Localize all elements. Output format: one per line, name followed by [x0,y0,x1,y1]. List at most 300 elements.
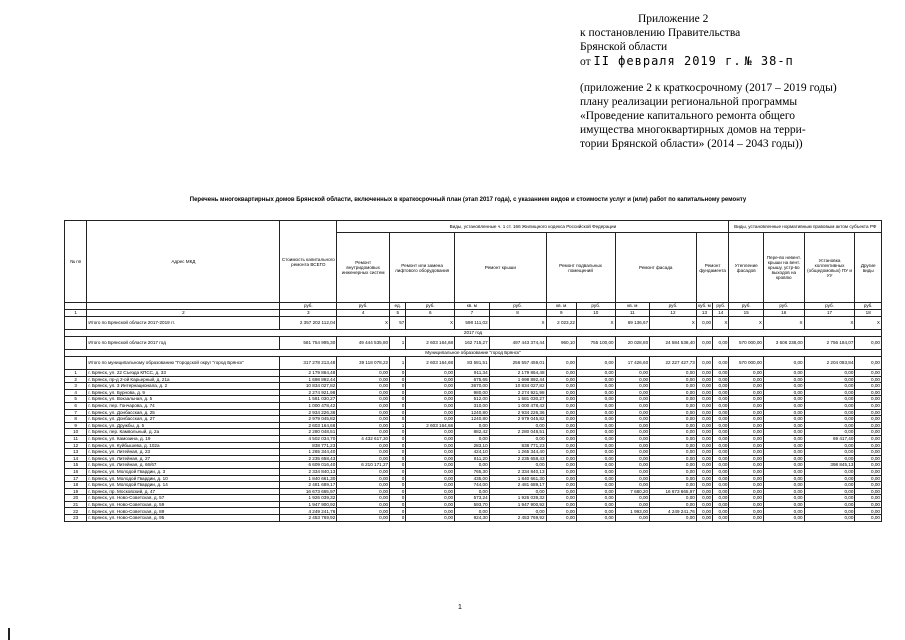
table-cell: 0,00 [406,383,455,390]
table-cell: 0,00 [615,389,650,396]
table-cell: 0,00 [577,488,616,495]
handwritten-date: II февраля 2019 г. [593,54,742,68]
table-cell: г. Брянск, ул. Молодой Гвардии, д. 10 [87,475,280,482]
table-cell: X [406,317,455,330]
table-cell: 0,00 [696,501,712,508]
table-cell: 0,00 [764,389,805,396]
table-cell: 0 [390,488,406,495]
table-cell: 0,00 [337,508,390,515]
table-cell: 424,10 [455,449,490,456]
table-cell: 21 [65,501,87,508]
table-cell: 838 771,23 [280,442,337,449]
table-cell: 0,00 [650,370,697,377]
table-cell: 2 603 164,68 [406,422,455,429]
table-cell: 0 [390,435,406,442]
table-cell: 0,00 [615,468,650,475]
table-cell: 0 [390,429,406,436]
col-header-basement: Ремонт подвальных помещений [546,233,615,303]
table-cell: г. Брянск, ул. Донбасская, д. 27 [87,416,280,423]
table-cell: 0,00 [696,475,712,482]
table-cell: 0,00 [615,475,650,482]
table-cell: 0,00 [546,435,576,442]
table-cell: 57 [390,317,406,330]
table-cell: 0,00 [696,370,712,377]
table-cell: 0,00 [650,429,697,436]
table-cell: 0,00 [650,442,697,449]
table-cell: 0,00 [696,442,712,449]
table-cell: X [489,317,546,330]
table-cell: 162 715,27 [455,337,490,350]
col-header-facade: Ремонт фасада [615,233,696,303]
table-cell: 4 249 241,76 [280,508,337,515]
table-cell: 2 357 202 112,04 [280,317,337,330]
table-cell: 0,00 [546,416,576,423]
repair-table [64,220,882,522]
table-cell: 0,00 [729,402,764,409]
table-cell: 0,00 [615,416,650,423]
table-cell: 0,00 [764,449,805,456]
table-cell: 11 [65,435,87,442]
table-cell: 0,00 [713,442,729,449]
table-row [65,475,882,482]
units-cell: руб. [855,303,882,310]
table-cell: 9 [65,422,87,429]
paren-line: имущества многоквартирных домов на терри- [580,124,806,136]
table-cell: 0 [390,482,406,489]
table-cell: г. Брянск, ул. Вокзальная, д. 5 [87,396,280,403]
table-cell: 0,00 [764,409,805,416]
table-cell: 0,00 [729,409,764,416]
table-cell: X [855,317,882,330]
table-cell: 0,00 [729,435,764,442]
table-cell: г. Брянск, ул. Дружбы, д. 5 [87,422,280,429]
table-row [65,429,882,436]
table-cell: 4 249 241,76 [650,508,697,515]
paren-line: «Проведение капитального ремонта общего [580,110,796,122]
table-cell: г. Брянск, ул. Донбасская, д. 25 [87,409,280,416]
table-cell: 0,00 [546,488,576,495]
table-cell: 0,00 [577,422,616,429]
table-cell: 0,00 [615,495,650,502]
table-cell: 0,00 [729,501,764,508]
table-cell: 0,00 [764,435,805,442]
table-cell: 2 934 226,36 [489,409,546,416]
table-cell: 0,00 [729,429,764,436]
table-cell: г. Брянск, ул. Литейная, д. 66/67 [87,462,280,469]
table-cell: 0,00 [337,370,390,377]
table-cell: 0,00 [650,422,697,429]
table-cell: X [729,317,764,330]
table-cell: 20 [65,495,87,502]
table-cell: 4 432 617,30 [337,435,390,442]
table-cell: 7 [65,409,87,416]
table-cell: 0,00 [455,508,490,515]
table-cell: 0,00 [713,468,729,475]
table-cell: 0,00 [764,370,805,377]
table-cell: 0,00 [804,468,855,475]
column-number-cell: 11 [615,310,650,317]
table-cell: 256 557 459,01 [489,357,546,370]
table-cell: 0,00 [696,495,712,502]
table-cell: 0 [390,455,406,462]
table-cell: 0,00 [804,409,855,416]
table-cell: 2 979 045,82 [489,416,546,423]
document-title: Перечень многоквартирных домов Брянской области, включенных в краткосрочный план (этап 2017 года), с указанием видов и стоимости услуг и (или) работ по капитальному ремонту [189,197,747,203]
table-cell: 83 581,51 [455,357,490,370]
table-cell: 0,00 [615,370,650,377]
table-cell: 0,00 [729,449,764,456]
table-cell: 0,00 [764,482,805,489]
table-cell: 0,00 [729,508,764,515]
table-cell: 980,00 [455,389,490,396]
table-row [65,383,882,390]
table-cell: 0,00 [546,501,576,508]
column-number-cell: 14 [713,310,729,317]
table-cell: 2 235 658,43 [489,455,546,462]
table-cell: 0,00 [615,409,650,416]
table-cell: 0,00 [804,475,855,482]
table-cell: 0,00 [337,515,390,522]
table-cell: 0,00 [764,376,805,383]
table-cell: 0,00 [337,455,390,462]
table-cell: 0,00 [650,449,697,456]
table-cell: г. Брянск, ул. Литейная, д. 27 [87,455,280,462]
table-cell: 0,00 [406,396,455,403]
table-cell: 0,00 [804,370,855,377]
table-cell: 0,00 [337,409,390,416]
table-cell: 1 947 900,92 [489,501,546,508]
table-cell: 0,00 [337,468,390,475]
table-cell: 0 [390,370,406,377]
table-cell: 0,00 [406,435,455,442]
units-cell [65,303,87,310]
table-cell: 1 [390,337,406,350]
table-cell: 0,00 [650,416,697,423]
table-cell: 0,00 [696,508,712,515]
table-row [65,455,882,462]
table-cell: 1240,80 [455,416,490,423]
table-cell: 0,00 [696,429,712,436]
appendix-header [580,12,900,151]
table-cell: 0,00 [546,429,576,436]
table-cell: 0,00 [546,396,576,403]
table-cell: 0,00 [406,462,455,469]
table-cell: 0,00 [577,515,616,522]
table-cell: 0,00 [577,402,616,409]
table-cell: 0,00 [855,442,882,449]
table-cell: 0,00 [855,389,882,396]
table-cell: г. Брянск, ул. Ново-Советская, д. 95 [87,515,280,522]
table-cell: 0 [390,383,406,390]
appendix-line: к постановлению Правительства [580,27,741,39]
municipality-label-row [65,350,882,357]
table-cell: 581 754 995,30 [280,337,337,350]
table-cell: 0,00 [804,495,855,502]
table-cell: 10 [65,429,87,436]
table-cell: 0,00 [615,402,650,409]
table-body [65,317,882,522]
table-cell: 0,00 [729,416,764,423]
table-cell: 0,00 [729,475,764,482]
units-cell: руб. [406,303,455,310]
table-cell: 0,00 [696,449,712,456]
table-row [65,508,882,515]
table-cell: 1 000 478,42 [280,402,337,409]
table-cell: 0,00 [764,402,805,409]
table-cell: 2 979 045,82 [280,416,337,423]
table-cell: 69 417,40 [804,435,855,442]
table-cell: 6 [65,402,87,409]
table-cell: 0,00 [546,389,576,396]
year-label-row [65,330,882,337]
col-header-meters: Установка коллективных (общедомовых) ПУ и УУ [804,233,855,303]
table-cell: г. Брянск, ул. Литейная, д. 23 [87,449,280,456]
table-cell: 2 274 921,98 [489,389,546,396]
table-cell: 17 426,60 [615,357,650,370]
table-cell: 570 000,00 [729,357,764,370]
table-cell: 0,00 [855,449,882,456]
table-cell: 1 840 661,30 [280,475,337,482]
table-cell: 1 698 892,44 [489,376,546,383]
units-cell: кв. м [455,303,490,310]
table-cell: 1 993,00 [615,508,650,515]
table-cell: г. Брянск, ул. Ново-Советская, д. 57 [87,495,280,502]
table-cell: 0,00 [855,462,882,469]
table-cell: 0,00 [804,376,855,383]
table-cell: 10 834 027,82 [489,383,546,390]
table-cell: 0,00 [546,508,576,515]
table-cell: 0,00 [804,389,855,396]
table-cell: 0,00 [577,462,616,469]
table-cell: 7 680,20 [615,488,650,495]
table-cell: г. Брянск, ул. Ново-Советская, д. 59 [87,501,280,508]
table-cell: 0,00 [855,402,882,409]
table-cell: 0,00 [764,357,805,370]
table-cell: 0,00 [546,422,576,429]
table-cell: 0 [390,376,406,383]
column-number-cell: 8 [489,310,546,317]
table-cell: 0,00 [615,501,650,508]
table-cell: 0,00 [729,442,764,449]
table-cell: 0,00 [729,422,764,429]
table-cell: 2 179 864,48 [280,370,337,377]
units-cell: руб. [650,303,697,310]
table-cell: 0,00 [546,442,576,449]
table-cell: 0,00 [577,357,616,370]
table-cell: 0,00 [713,337,729,350]
table-cell: 0,00 [804,482,855,489]
table-cell: 0,00 [546,495,576,502]
table-cell: 0 [390,495,406,502]
table-cell: 24 584 538,40 [650,337,697,350]
table-row [65,468,882,475]
table-cell: г. Брянск, ул. Молодой Гвардии, д. 14 [87,482,280,489]
table-cell: 0,00 [855,383,882,390]
table-cell: 0,00 [455,488,490,495]
table-row [65,462,882,469]
table-cell: 0,00 [696,376,712,383]
column-number-cell: 12 [650,310,697,317]
table-cell: 0,00 [337,449,390,456]
table-row [65,495,882,502]
table-cell: 0,00 [729,482,764,489]
table-cell: 0,00 [615,455,650,462]
table-cell: 0,00 [729,389,764,396]
table-cell: 0,00 [337,495,390,502]
table-cell: 0,00 [337,376,390,383]
units-cell: руб. [764,303,805,310]
table-cell: 0,00 [455,435,490,442]
table-cell: 8 [65,416,87,423]
table-cell: 0,00 [729,468,764,475]
table-cell: г. Брянск, пер. Гончарова, д. 74 [87,402,280,409]
table-cell: 0,00 [713,389,729,396]
table-cell: 0 [390,389,406,396]
table-cell: 0,00 [546,376,576,383]
table-cell: 0,00 [696,515,712,522]
table-cell: 16 [65,468,87,475]
table-cell: 0,00 [337,429,390,436]
table-cell: 0,00 [615,376,650,383]
table-cell: 0,00 [650,389,697,396]
table-cell: 0,00 [577,416,616,423]
table-cell: 16 673 665,97 [280,488,337,495]
table-cell: 0,00 [713,508,729,515]
table-cell: X [650,317,697,330]
column-number-cell: 18 [855,310,882,317]
table-cell: 0,00 [696,317,712,330]
table-cell: 1 947 900,92 [280,501,337,508]
table-cell: 0,00 [577,475,616,482]
table-cell: 16 673 665,97 [650,488,697,495]
table-cell: 2 334 840,13 [489,468,546,475]
table-cell: 1 000 478,42 [489,402,546,409]
table-cell: 0,00 [696,383,712,390]
table-cell: 0,00 [729,383,764,390]
table-cell: 0,00 [337,402,390,409]
municipality-total-row [65,357,882,370]
table-cell: 22 [65,508,87,515]
table-cell: 0,00 [577,508,616,515]
table-cell: 0,00 [615,449,650,456]
table-row [65,442,882,449]
table-cell: 0,00 [696,468,712,475]
table-cell: 2 603 164,68 [280,422,337,429]
table-cell: 0,00 [713,422,729,429]
table-cell: 0,00 [804,396,855,403]
year-total-row [65,337,882,350]
table-cell: 2 [65,376,87,383]
table-cell: 14 [65,455,87,462]
table-cell: 2 280 048,51 [280,429,337,436]
appendix-date-line [580,54,900,69]
table-cell: Итого по муниципальному образованию "Городской округ "город Брянск" [87,357,280,370]
table-cell: 0,00 [764,488,805,495]
table-cell: 317 278 213,48 [280,357,337,370]
table-cell: 0,00 [804,416,855,423]
table-cell: 13 [65,449,87,456]
table-cell: 0,00 [696,455,712,462]
table-cell: 0,00 [804,383,855,390]
table-cell: 838 771,23 [489,442,546,449]
table-cell: г. Брянск, ул. Молодой Гвардии, д. 3 [87,468,280,475]
col-header-no: № пп [65,221,87,303]
col-header-roof: Ремонт крыши [455,233,546,303]
table-cell: 0,00 [577,501,616,508]
table-cell: 0,00 [696,416,712,423]
table-cell: 0,00 [804,402,855,409]
units-cell: руб. [280,303,337,310]
table-cell [65,317,87,330]
table-cell: 0,00 [546,383,576,390]
table-cell: 49 444 535,80 [337,337,390,350]
units-cell: руб. [337,303,390,310]
table-cell: 2 204 083,84 [804,357,855,370]
table-cell: 0,00 [406,389,455,396]
table-cell: 2 280 048,51 [489,429,546,436]
table-cell: 0 [390,416,406,423]
table-cell: 0,00 [855,396,882,403]
table-cell: 0,00 [489,462,546,469]
table-cell: 0,00 [764,501,805,508]
table-row [65,376,882,383]
table-cell: 0,00 [546,409,576,416]
table-cell: 1 581 030,27 [489,396,546,403]
municipality-label-row-cell: Муниципальное образование "город Брянск" [65,350,882,357]
table-cell: г. Брянск, ул. Ново-Советская, д. 89 [87,508,280,515]
table-cell: 0,00 [713,357,729,370]
table-cell: г. Брянск, пр. Московский, д. 47 [87,488,280,495]
table-cell: 1 698 892,44 [280,376,337,383]
table-cell: 0,00 [650,435,697,442]
table-cell: 0,00 [577,495,616,502]
table-cell: 2 023,22 [546,317,576,330]
table-cell: 0,00 [764,422,805,429]
table-cell: 3 [65,383,87,390]
table-cell: 675,65 [455,376,490,383]
table-cell: 0,00 [615,429,650,436]
table-cell: 0,00 [713,495,729,502]
col-header-cost: Стоимость капитального ремонта ВСЕГО [280,221,337,303]
table-cell: 0,00 [696,435,712,442]
table-cell: 0,00 [713,482,729,489]
column-number-cell: 10 [577,310,616,317]
table-cell: 0,00 [650,402,697,409]
table-cell: X [804,317,855,330]
table-cell: 0,00 [546,455,576,462]
table-cell: 0,00 [406,455,455,462]
table-cell: 10 834 027,82 [280,383,337,390]
total-row [65,317,882,330]
table-cell: 0,00 [546,402,576,409]
table-cell: 0,00 [713,455,729,462]
table-cell: 924,30 [455,515,490,522]
units-cell: руб. [804,303,855,310]
table-cell: 0,00 [406,488,455,495]
column-number-cell: 13 [696,310,712,317]
table-cell: 0,00 [337,488,390,495]
table-cell: 0,00 [713,416,729,423]
col-header-address: Адрес МКД [87,221,280,303]
table-row [65,488,882,495]
table-cell: 0,00 [729,462,764,469]
table-cell: 960,10 [546,337,576,350]
table-cell: 0,00 [577,429,616,436]
table-cell: 0,00 [855,488,882,495]
table-cell: 0,00 [696,357,712,370]
table-cell: 573,24 [455,495,490,502]
units-cell [87,303,280,310]
